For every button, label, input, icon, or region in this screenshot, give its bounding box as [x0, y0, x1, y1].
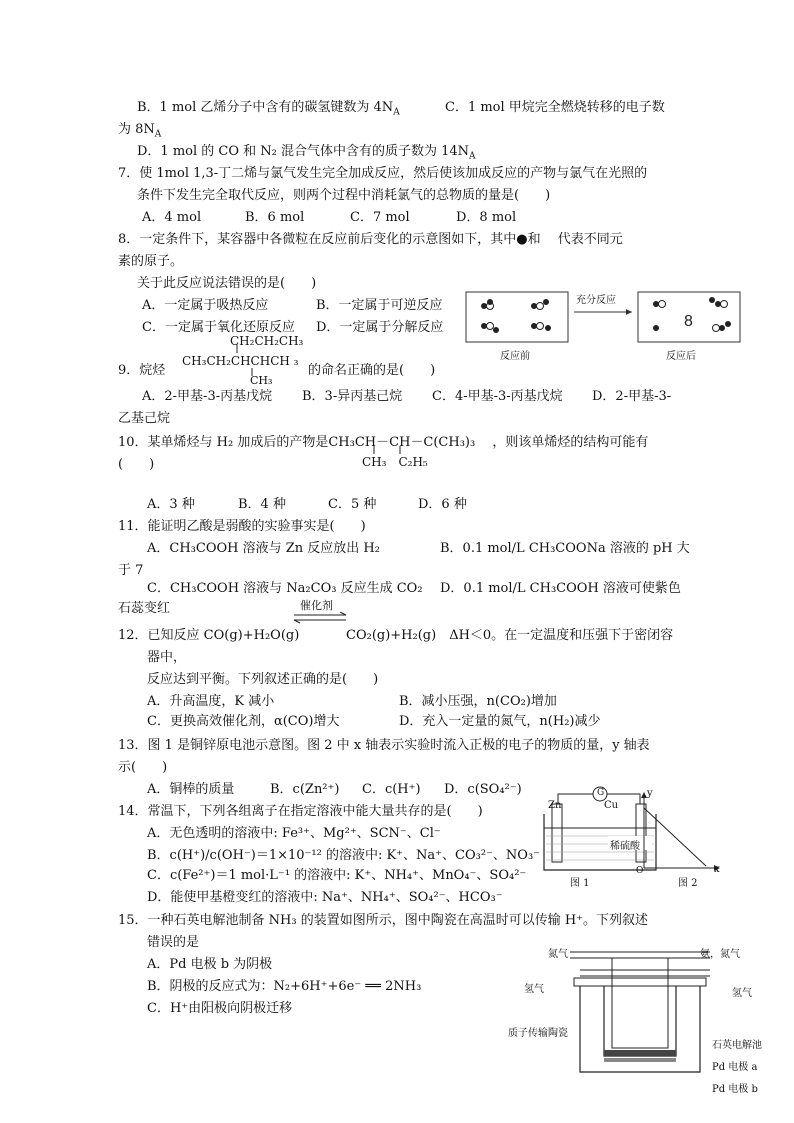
q9-option-a: A．2-甲基-3-丙基戊烷	[142, 389, 273, 404]
q7-stem-2: 条件下发生完全取代反应，则两个过程中消耗氯气的总物质的量是( )	[137, 188, 551, 203]
q9-option-d: D．2-甲基-3-	[592, 389, 672, 404]
fig2-origin-label: O	[636, 866, 644, 876]
q11-option-b: B．0.1 mol/L CH₃COONa 溶液的 pH 大	[440, 541, 690, 556]
q15-h2-out-label: 氢气	[732, 988, 752, 999]
q10-option-a: A．3 种	[147, 497, 195, 512]
q7-option-c: C．7 mol	[350, 210, 410, 225]
q13-option-d: D．c(SO₄²⁻)	[444, 782, 522, 797]
q9-branch-top: CH₂CH₂CH₃	[230, 334, 304, 348]
q15-ceramic-label: 质子传输陶瓷	[508, 1028, 568, 1039]
q8-stem-1: 8．一定条件下，某容器中各微粒在反应前后变化的示意图如下，其中●和 代表不同元	[118, 232, 623, 247]
q12-stem-1a: 12．已知反应 CO(g)+H₂O(g)	[118, 628, 300, 643]
fig2-caption: 图 2	[678, 878, 698, 889]
q9-main-chain: CH₃CH₂CHCHCH ₃	[182, 354, 299, 368]
q10-branches: CH₃ C₂H₅	[362, 455, 428, 469]
q10-stem-2: ( )	[118, 457, 155, 472]
q15-n2-in-label: 氮气	[548, 949, 568, 960]
q7-option-b: B．6 mol	[245, 210, 305, 225]
q15-option-a: A．Pd 电极 b 为阴极	[147, 957, 273, 972]
q11-option-d-cont: 石蕊变红	[118, 601, 171, 616]
q7-stem-1: 7．使 1mol 1,3-丁二烯与氯气发生完全加成反应，然后使该加成反应的产物与氯气在光照的	[118, 166, 648, 181]
fig1-zn-label: Zn	[548, 800, 562, 811]
q11-option-b-cont: 于 7	[118, 563, 144, 578]
molecules-before	[481, 299, 551, 333]
q8-option-c: C．一定属于氧化还原反应	[142, 320, 295, 335]
q14-option-a: A．无色透明的溶液中: Fe³⁺、Mg²⁺、SCN⁻、Cl⁻	[147, 826, 441, 841]
q8-caption-after: 反应后	[666, 351, 696, 362]
q6-option-c-cont: 为 $8N_A$	[118, 122, 162, 140]
zn-electrode	[552, 804, 562, 862]
q13-stem-1: 13．图 1 是铜锌原电池示意图。图 2 中 x 轴表示实验时流入正极的电子的物质的量，y 轴表	[118, 738, 650, 753]
pd-electrode-b	[604, 1058, 676, 1062]
q6-option-c: C．1 mol 甲烷完全燃烧转移的电子数	[445, 100, 665, 115]
q12-option-a: A．升高温度，K 减小	[147, 694, 275, 709]
q12-option-c: C．更换高效催化剂，α(CO)增大	[147, 714, 340, 729]
molecules-after	[653, 297, 731, 332]
q15-cell-label: 石英电解池	[712, 1040, 762, 1051]
q11-option-c: C．CH₃COOH 溶液与 Na₂CO₃ 反应生成 CO₂	[147, 581, 423, 596]
q12-catalyst: 催化剂	[300, 599, 333, 612]
q12-stem-2: 器中，	[147, 650, 187, 665]
fig1-caption: 图 1	[570, 878, 590, 889]
q15-pdb-label: Pd 电极 b	[712, 1084, 758, 1095]
q7-option-a: A．4 mol	[142, 210, 202, 225]
q14-option-b: B．c(H⁺)/c(OH⁻)＝1×10⁻¹² 的溶液中: K⁺、Na⁺、CO₃²⁻、NO₃⁻	[147, 848, 541, 863]
q9-suffix: 的命名正确的是( )	[308, 363, 436, 378]
q12-equilibrium-arrow	[292, 612, 350, 624]
q8-stem-2: 素的原子。	[118, 254, 184, 269]
q9-option-b: B．3-异丙基己烷	[302, 389, 403, 404]
q11-option-a: A．CH₃COOH 溶液与 Zn 反应放出 H₂	[147, 541, 380, 556]
q8-option-a: A．一定属于吸热反应	[142, 298, 269, 313]
q11-stem: 11．能证明乙酸是弱酸的实验事实是( )	[118, 519, 366, 534]
pd-electrode-a	[604, 1050, 676, 1056]
q9-bonds	[230, 344, 260, 378]
q9-option-d-cont: 乙基己烷	[118, 411, 171, 426]
q13-stem-2: 示( )	[118, 760, 168, 775]
q11-option-d: D．0.1 mol/L CH₃COOH 溶液可使紫色	[440, 581, 681, 596]
fig2-line	[644, 808, 706, 866]
q14-stem: 14．常温下，下列各组离子在指定溶液中能大量共存的是( )	[118, 804, 483, 819]
q12-option-d: D．充入一定量的氮气，n(H₂)减少	[399, 714, 601, 729]
fig1-cu-label: Cu	[604, 800, 619, 811]
q9-prefix: 9．烷烃	[118, 363, 166, 378]
fig2-y-label: y	[647, 788, 653, 799]
fig1-g-label: G	[597, 788, 605, 798]
q15-pda-label: Pd 电极 a	[712, 1062, 758, 1073]
q14-option-c: C．c(Fe²⁺)＝1 mol·L⁻¹ 的溶液中: K⁺、NH₄⁺、MnO₄⁻、SO₄²⁻	[147, 868, 527, 883]
q6-option-b: B．1 mol 乙烯分子中含有的碳氢键数为 $4N_A$	[137, 100, 400, 118]
q12-stem-1b: CO₂(g)+H₂(g) ΔH＜0。在一定温度和压强下于密闭容	[346, 628, 674, 643]
after-mark: 8	[684, 313, 693, 330]
q15-electrolysis-apparatus	[560, 942, 720, 1082]
fig1-acid-label: 稀硫酸	[610, 841, 640, 852]
q8-option-b: B．一定属于可逆反应	[316, 298, 443, 313]
q13-option-c: C．c(H⁺)	[362, 782, 421, 797]
q10-option-c: C．5 种	[328, 497, 377, 512]
q15-h2-in-label: 氢气	[524, 984, 544, 995]
q8-stem-3: 关于此反应说法错误的是( )	[137, 276, 317, 291]
q15-stem-2: 错误的是	[147, 935, 200, 950]
q10-option-d: D．6 种	[418, 497, 467, 512]
q8-option-d: D．一定属于分解反应	[316, 320, 444, 335]
q15-option-b: B．阴极的反应式为：N₂+6H⁺+6e⁻ ══ 2NH₃	[147, 979, 422, 994]
q12-option-b: B．减小压强，n(CO₂)增加	[399, 694, 557, 709]
q8-caption-before: 反应前	[500, 351, 530, 362]
q10-stem-1: 10．某单烯烃与 H₂ 加成后的产物是CH₃CH－CH－C(CH₃)₃ ，则该单烯烃的结构可能有	[118, 435, 649, 450]
q14-option-d: D．能使甲基橙变红的溶液中: Na⁺、NH₄⁺、SO₄²⁻、HCO₃⁻	[147, 890, 503, 905]
q8-arrow-label: 充分反应	[576, 295, 616, 306]
q9-branch-bottom: CH₃	[250, 374, 273, 387]
q15-option-c: C．H⁺由阳极向阴极迁移	[147, 1001, 293, 1016]
q12-stem-3: 反应达到平衡。下列叙述正确的是( )	[147, 672, 379, 687]
before-box	[466, 292, 568, 342]
q10-option-b: B．4 种	[238, 497, 286, 512]
fig2-x-label: x	[714, 864, 720, 875]
q15-stem-1: 15．一种石英电解池制备 NH₃ 的装置如图所示，图中陶瓷在高温时可以传输 H⁺。下列叙述	[118, 913, 649, 928]
q13-option-b: B．c(Zn²⁺)	[270, 782, 340, 797]
q9-option-c: C．4-甲基-3-丙基戊烷	[432, 389, 563, 404]
q6-option-d: D．1 mol 的 CO 和 N₂ 混合气体中含有的质子数为 $14N_A$	[137, 144, 476, 162]
q15-n2-out-label: 氨，氮气	[700, 949, 740, 960]
fig2-graph	[634, 790, 724, 874]
q7-option-d: D．8 mol	[456, 210, 517, 225]
q13-option-a: A．铜棒的质量	[147, 782, 235, 797]
